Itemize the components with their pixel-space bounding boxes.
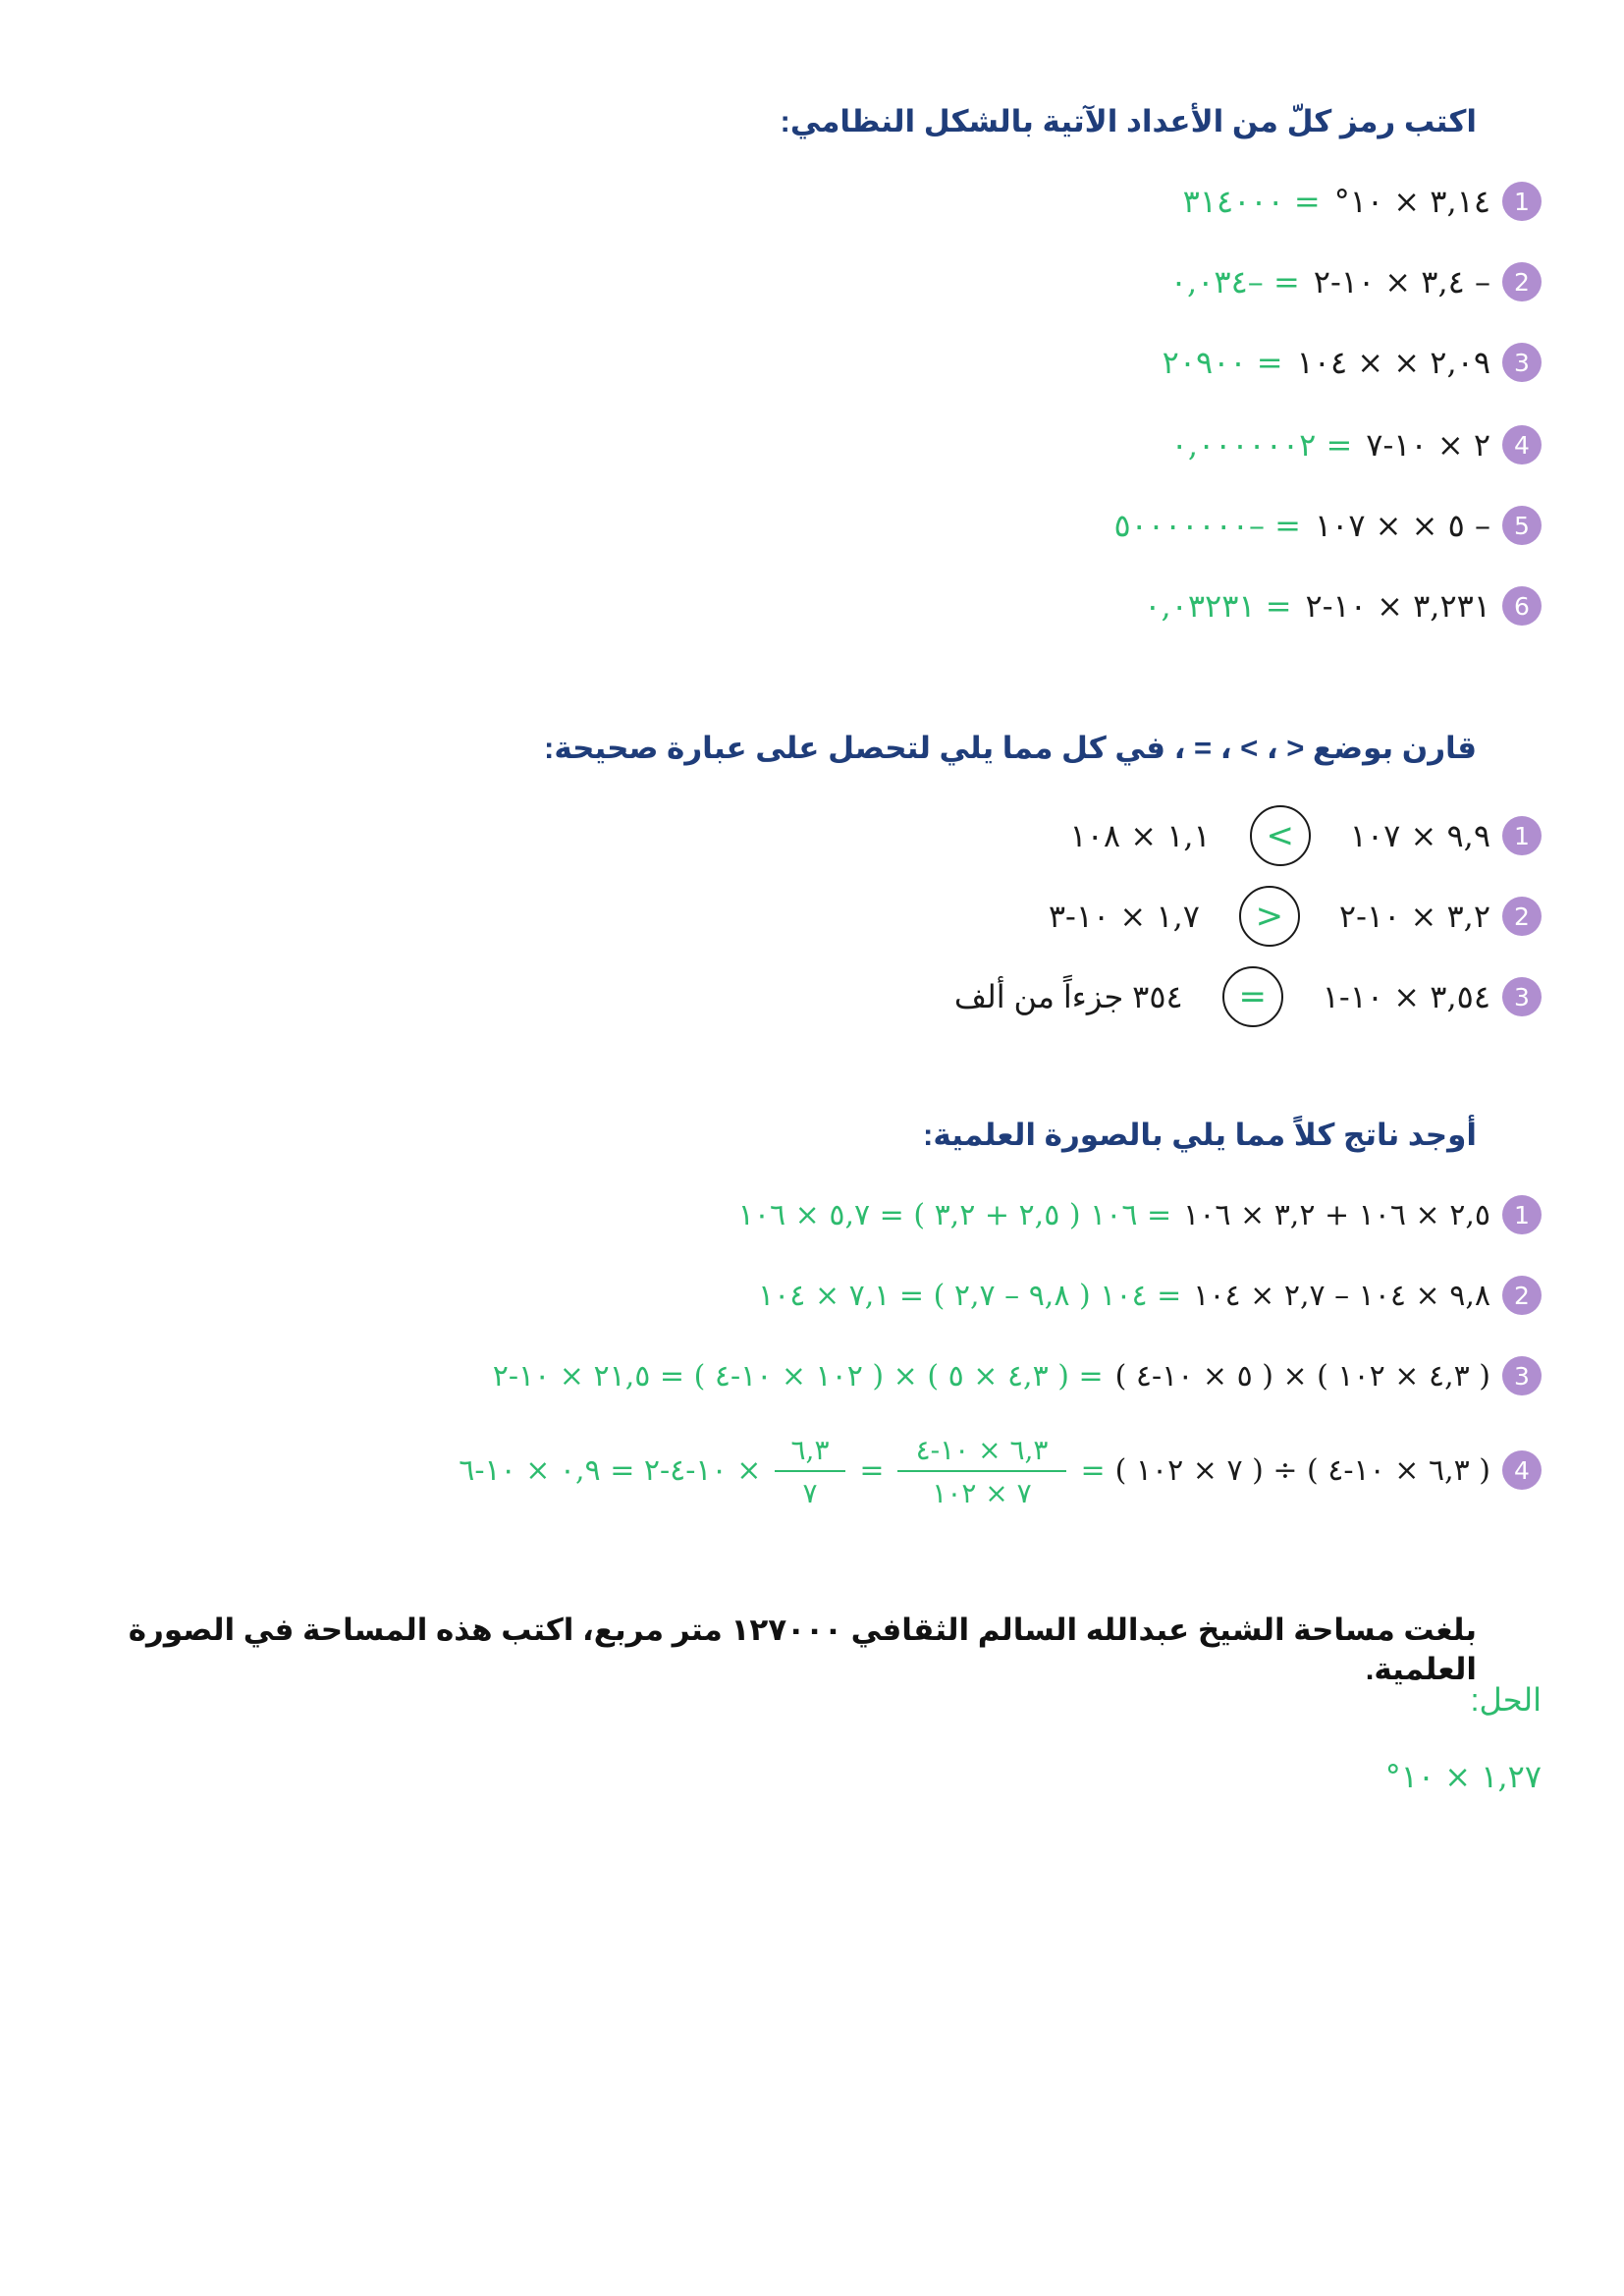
solution-label: الحل: [1470,1682,1542,1718]
fraction-2-denominator: ٧ [802,1477,818,1509]
item-number-badge: 3 [1502,977,1542,1016]
item-number-badge: 4 [1502,425,1542,465]
section2-item-3 [954,966,1542,1027]
item-number-badge: 4 [1502,1450,1542,1490]
equals-sign: = [859,1452,885,1488]
compare-left: ٩,٩ × ١٠٧ [1349,817,1490,854]
item-number-badge: 3 [1502,343,1542,382]
section2-item-1 [1069,805,1542,866]
item-expression: ( ٦,٣ × ١٠-٤ ) ÷ ( ٧ × ١٠٢ ) [1114,1452,1490,1488]
item-expression: ٣,١٤ × ١٠° [1333,183,1490,220]
item-result: = ٠,٠٠٠٠٠٠٢ [1170,426,1353,464]
item-expression: – ٣,٤ × ١٠-٢ [1313,263,1490,301]
fraction-1-numerator: ٦,٣ × ١٠-٤ [916,1434,1049,1466]
item-expression: ( ٤,٣ × ١٠٢ ) × ( ٥ × ١٠-٤ ) [1114,1358,1490,1394]
compare-symbol: < [1239,886,1300,947]
item-expression: ٢,٠٩ × × ١٠٤ [1296,344,1490,381]
item-result: = ٠,٠٣٢٣١ [1144,587,1292,625]
section1-item-1 [1183,179,1542,224]
item-number-badge: 2 [1502,897,1542,936]
item-result: × ١٠-٤-٢ = ٠,٩ × ١٠-٦ [459,1452,762,1488]
item-expression: ٢,٥ × ١٠٦ + ٣,٢ × ١٠٦ [1183,1197,1490,1232]
fraction-2-numerator: ٦,٣ [790,1434,830,1466]
section1-item-4 [1171,422,1542,467]
item-result: = ١٠٤ ( ٩,٨ – ٢,٧ ) = ٧,١ × ١٠٤ [758,1278,1182,1313]
section3-item-3 [493,1353,1542,1398]
item-number-badge: 1 [1502,182,1542,221]
item-number-badge: 1 [1502,1195,1542,1234]
compare-left: ٣,٢ × ١٠-٢ [1338,898,1490,935]
solution-answer: ١,٢٧ × ١٠° [1384,1758,1542,1795]
compare-left: ٣,٥٤ × ١٠-١ [1322,978,1490,1015]
section2-heading: قارن بوضع < ، > ، = ، في كل مما يلي لتحصل على عبارة صحيحة: [544,731,1477,765]
section1-item-6 [1144,583,1542,629]
item-result: = –٥٠٠٠٠٠٠٠ [1113,507,1301,544]
fraction-2 [771,1428,849,1512]
section3-item-1 [738,1192,1542,1237]
item-number-badge: 2 [1502,262,1542,301]
compare-right: ٣٥٤ جزءاً من ألف [953,979,1183,1014]
equals-sign: = [1080,1452,1106,1488]
section1-item-3 [1163,340,1542,385]
item-expression: ٢ × ١٠-٧ [1366,426,1490,464]
item-number-badge: 3 [1502,1356,1542,1395]
item-result: = ٣١٤٠٠٠ [1182,183,1321,220]
section1-item-2 [1170,259,1542,304]
item-result: = –٠,٠٣٤ [1169,263,1300,301]
item-expression: – ٥ × × ١٠٧ [1314,507,1490,544]
compare-right: ١,٧ × ١٠-٣ [1048,898,1200,935]
section3-item-2 [758,1273,1542,1318]
fraction-1-denominator: ٧ × ١٠٢ [932,1477,1033,1509]
fraction-1 [893,1428,1070,1512]
compare-right: ١,١ × ١٠٨ [1069,817,1211,854]
compare-symbol: = [1222,966,1283,1027]
item-number-badge: 1 [1502,816,1542,855]
item-result: = ٢٠٩٠٠ [1162,344,1283,381]
item-number-badge: 2 [1502,1276,1542,1315]
item-result: = ( ٤,٣ × ٥ ) × ( ١٠٢ × ١٠-٤ ) = ٢١,٥ × ١٠-٢ [492,1358,1104,1394]
item-result: = ١٠٦ ( ٢,٥ + ٣,٢ ) = ٥,٧ × ١٠٦ [737,1197,1172,1232]
section4-question: بلغت مساحة الشيخ عبدالله السالم الثقافي ١٢٧٠٠٠ متر مربع، اكتب هذه المساحة في الصورة العلمية. [128,1613,1477,1686]
section3-heading: أوجد ناتج كلاً مما يلي بالصورة العلمية: [923,1118,1477,1152]
item-number-badge: 5 [1502,506,1542,545]
item-number-badge: 6 [1502,586,1542,626]
item-expression: ٣,٢٣١ × ١٠-٢ [1305,587,1490,625]
section3-item-4 [459,1426,1542,1514]
section1-item-5 [1113,503,1542,548]
compare-symbol: > [1250,805,1311,866]
section1-heading: اكتب رمز كلّ من الأعداد الآتية بالشكل النظامي: [780,104,1477,138]
item-expression: ٩,٨ × ١٠٤ – ٢,٧ × ١٠٤ [1193,1278,1490,1313]
section2-item-2 [1049,886,1542,947]
